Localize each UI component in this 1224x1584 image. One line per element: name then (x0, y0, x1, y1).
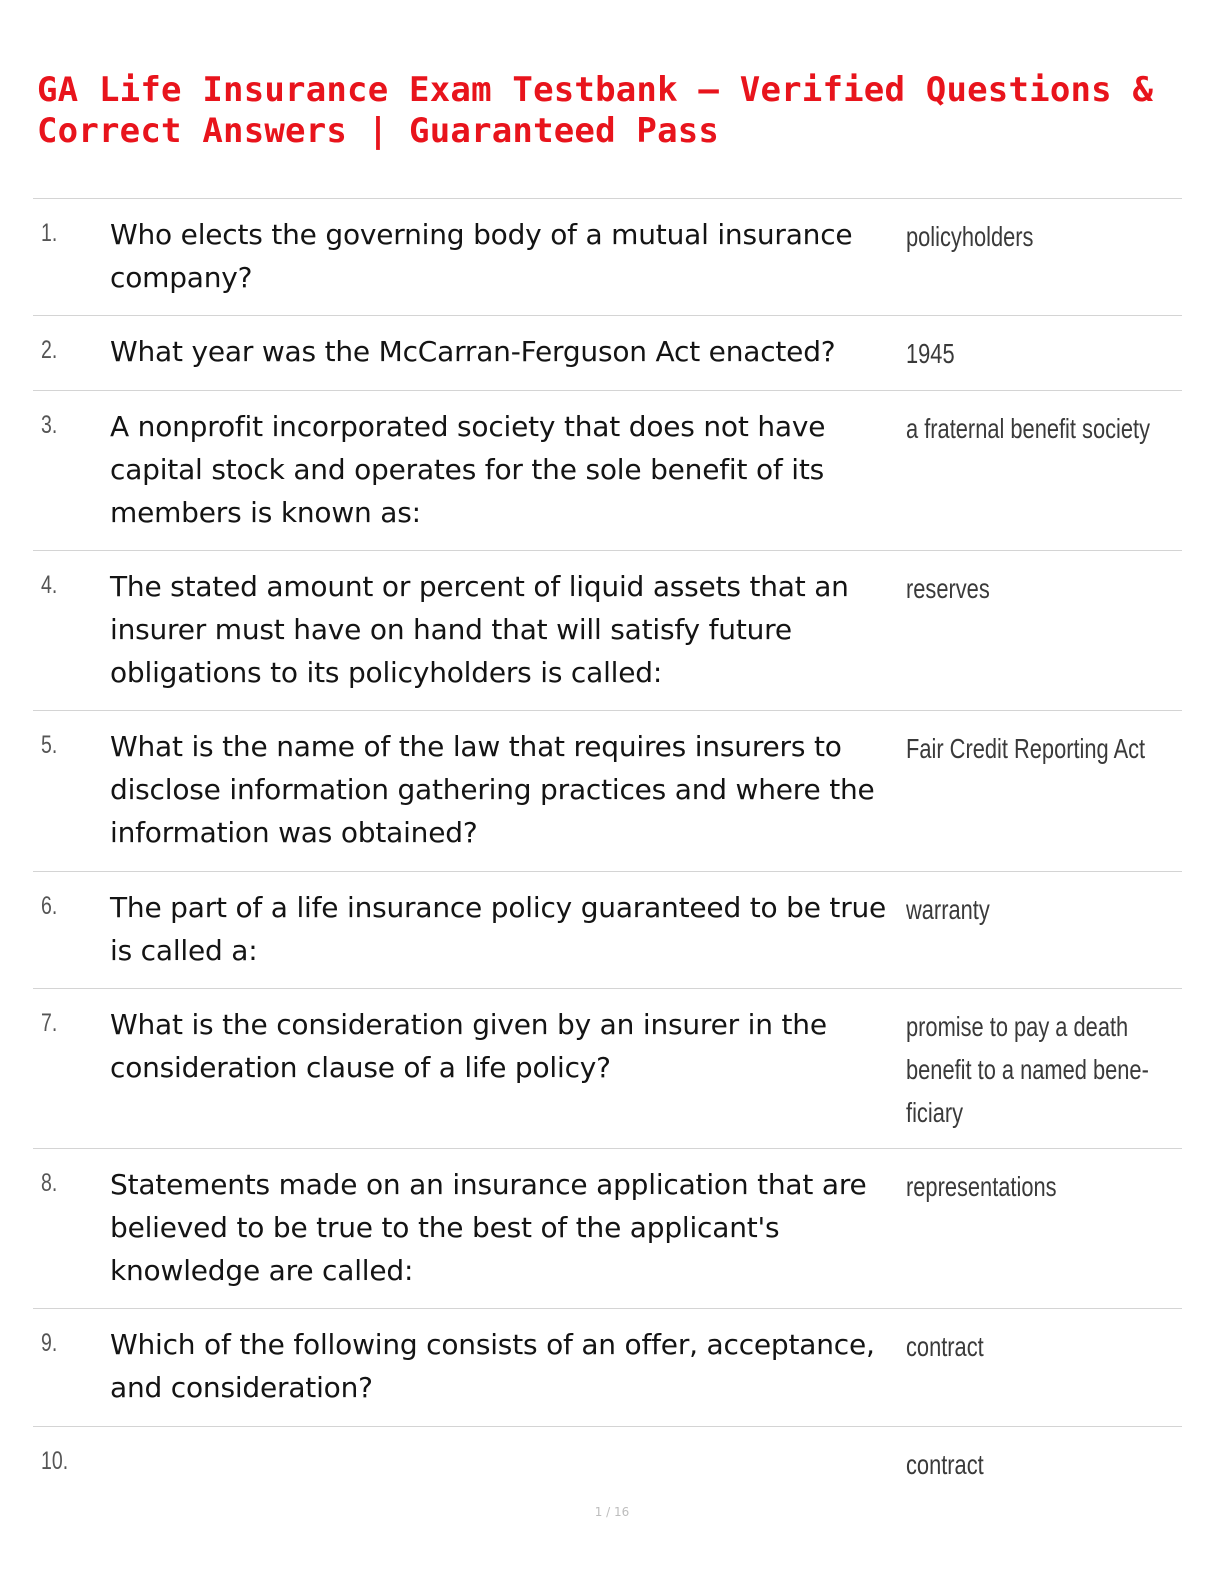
question-row (33, 1427, 1182, 1497)
question-text: What is the name of the law that requires insurers to disclose information gathering practices and where the information was obtained? (110, 730, 875, 849)
question-text: What is the consideration given by an insurer in the consideration clause of a life policy? (110, 1008, 827, 1084)
question-number: 4. (41, 571, 58, 599)
question-row (33, 711, 1182, 872)
question-text: The stated amount or percent of liquid assets that an insurer must have on hand that will satisfy future obligations to its policyholders is called: (110, 570, 849, 689)
answer-text: representations (906, 1171, 1057, 1202)
question-row (33, 1309, 1182, 1427)
answer-text: promise to pay a death benefit to a named bene- ficiary (906, 1011, 1149, 1128)
question-row (33, 551, 1182, 711)
question-number: 9. (41, 1329, 58, 1357)
question-number: 1. (41, 219, 58, 247)
answer-text: contract (906, 1449, 984, 1480)
question-row (33, 989, 1182, 1149)
answer-text: warranty (906, 894, 990, 925)
question-row (33, 1149, 1182, 1309)
question-row (33, 316, 1182, 391)
question-number: 7. (41, 1009, 58, 1037)
question-text: What year was the McCarran-Ferguson Act enacted? (110, 335, 836, 368)
answer-text: contract (906, 1331, 984, 1362)
question-text: Statements made on an insurance application that are believed to be true to the best of the applicant's knowledge are called: (110, 1168, 867, 1287)
answer-text: a fraternal benefit society (906, 413, 1151, 444)
question-row (33, 872, 1182, 989)
question-text: Which of the following consists of an offer, acceptance, and consideration? (110, 1328, 875, 1404)
question-text: Who elects the governing body of a mutual insurance company? (110, 218, 853, 294)
question-row (33, 391, 1182, 551)
question-number: 5. (41, 731, 58, 759)
question-text: A nonprofit incorporated society that does not have capital stock and operates for the sole benefit of its members is known as: (110, 410, 826, 529)
question-number: 10. (41, 1447, 69, 1475)
question-number: 3. (41, 411, 58, 439)
answer-text: 1945 (906, 338, 955, 369)
question-number: 2. (41, 336, 58, 364)
page-indicator: 1 / 16 (594, 1505, 630, 1519)
question-text: The part of a life insurance policy guaranteed to be true is called a: (110, 891, 887, 967)
document-title: GA Life Insurance Exam Testbank – Verified Questions & Correct Answers | Guaranteed Pass (37, 70, 1154, 151)
answer-text: Fair Credit Reporting Act (906, 733, 1146, 764)
question-number: 6. (41, 892, 58, 920)
answer-text: reserves (906, 573, 990, 604)
question-list (33, 198, 1182, 1497)
question-row (33, 199, 1182, 316)
question-number: 8. (41, 1169, 58, 1197)
answer-text: policyholders (906, 221, 1034, 252)
